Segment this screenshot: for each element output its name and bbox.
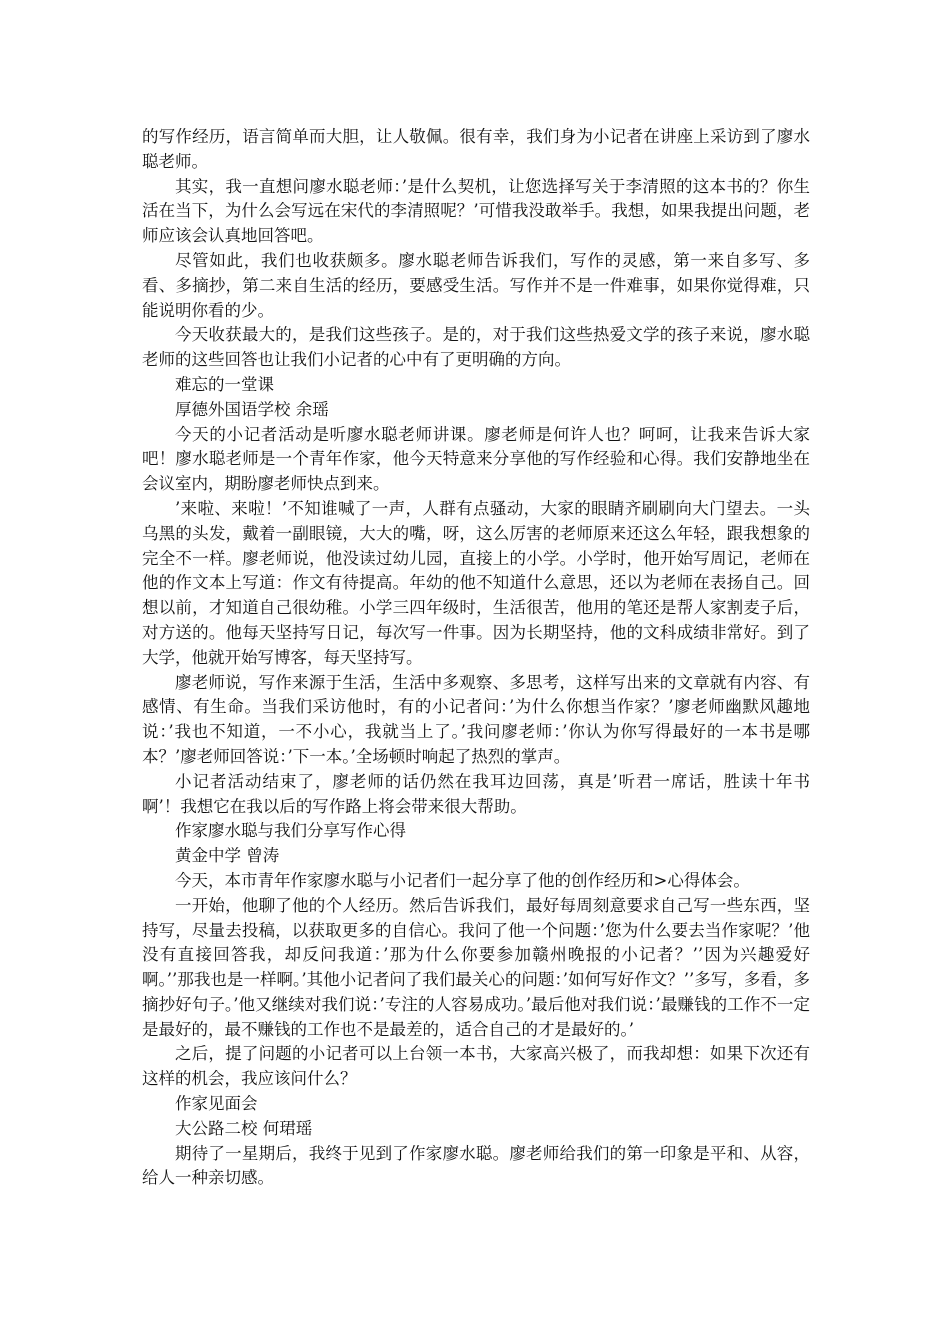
paragraph: 今天的小记者活动是听廖水聪老师讲课。廖老师是何许人也？呵呵，让我来告诉大家吧！廖水聪老师是一个青年作家，他今天特意来分享他的写作经验和心得。我们安静地坐在会议室内，期盼廖老师快点到来。 — [142, 424, 810, 494]
paragraph: 之后，提了问题的小记者可以上台领一本书，大家高兴极了，而我却想：如果下次还有这样的机会，我应该问什么？ — [142, 1044, 810, 1089]
paragraph: 小记者活动结束了，廖老师的话仍然在我耳边回荡，真是’听君一席话，胜读十年书啊’！我想它在我以后的写作路上将会带来很大帮助。 — [142, 771, 810, 816]
article-author: 大公路二校 何珺瑶 — [175, 1118, 313, 1138]
paragraph: 期待了一星期后，我终于见到了作家廖水聪。廖老师给我们的第一印象是平和、从容，给人一种亲切感。 — [142, 1143, 810, 1188]
article-author: 黄金中学 曾涛 — [175, 846, 280, 866]
paragraph: 尽管如此，我们也收获颇多。廖水聪老师告诉我们，写作的灵感，第一来自多写、多看、多摘抄，第二来自生活的经历，要感受生活。写作并不是一件难事，如果你觉得难，只能说明你看的少。 — [142, 250, 810, 320]
paragraph: 一开始，他聊了他的个人经历。然后告诉我们，最好每周刻意要求自己写一些东西，坚持写，尽量去投稿，以获取更多的自信心。我问了他一个问题：’您为什么要去当作家呢？’他没有直接回答我，却反问我道：’那为什么你要参加赣州晚报的小记者？’’因为兴趣爱好啊。’’那我也是一样啊。’其他小记者问了我们最关心的问题：’如何写好作文？’’多写，多看，多摘抄好句子。’他又继续对我们说：’专注的人容易成功。’最后他对我们说：’最赚钱的工作不一定是最好的，最不赚钱的工作也不是最差的，适合自己的才是最好的。’ — [142, 895, 810, 1039]
paragraph: 其实，我一直想问廖水聪老师：’是什么契机，让您选择写关于李清照的这本书的？你生活在当下，为什么会写远在宋代的李清照呢？’可惜我没敢举手。我想，如果我提出问题，老师应该会认真地回答吧。 — [142, 176, 810, 246]
article-title: 作家见面会 — [175, 1094, 258, 1114]
article-title: 作家廖水聪与我们分享写作心得 — [175, 821, 406, 841]
paragraph: 今天，本市青年作家廖水聪与小记者们一起分享了他的创作经历和>心得体会。 — [175, 870, 750, 890]
paragraph: 今天收获最大的，是我们这些孩子。是的，对于我们这些热爱文学的孩子来说，廖水聪老师的这些回答也让我们小记者的心中有了更明确的方向。 — [142, 325, 810, 370]
document-body — [142, 125, 810, 1191]
article-title: 难忘的一堂课 — [175, 374, 274, 394]
paragraph: ’来啦、来啦！’不知谁喊了一声，人群有点骚动，大家的眼睛齐刷刷向大门望去。一头乌黑的头发，戴着一副眼镜，大大的嘴，呀，这么厉害的老师原来还这么年轻，跟我想象的完全不一样。廖老师说，他没读过幼儿园，直接上的小学。小学时，他开始写周记，老师在他的作文本上写道：作文有待提高。年幼的他不知道什么意思，还以为老师在表扬自己。回想以前，才知道自己很幼稚。小学三四年级时，生活很苦，他用的笔还是帮人家割麦子后，对方送的。他每天坚持写日记，每次写一件事。因为长期坚持，他的文科成绩非常好。到了大学，他就开始写博客，每天坚持写。 — [142, 498, 810, 667]
paragraph: 的写作经历，语言简单而大胆，让人敬佩。很有幸，我们身为小记者在讲座上采访到了廖水聪老师。 — [142, 127, 810, 171]
article-author: 厚德外国语学校 余瑶 — [175, 399, 329, 419]
paragraph: 廖老师说，写作来源于生活，生活中多观察、多思考，这样写出来的文章就有内容、有感情、有生命。当我们采访他时，有的小记者问：’为什么你想当作家？’廖老师幽默风趣地说：’我也不知道，一不小心，我就当上了。’我问廖老师：’你认为你写得最好的一本书是哪本？’廖老师回答说：’下一本。’全场顿时响起了热烈的掌声。 — [142, 672, 810, 766]
